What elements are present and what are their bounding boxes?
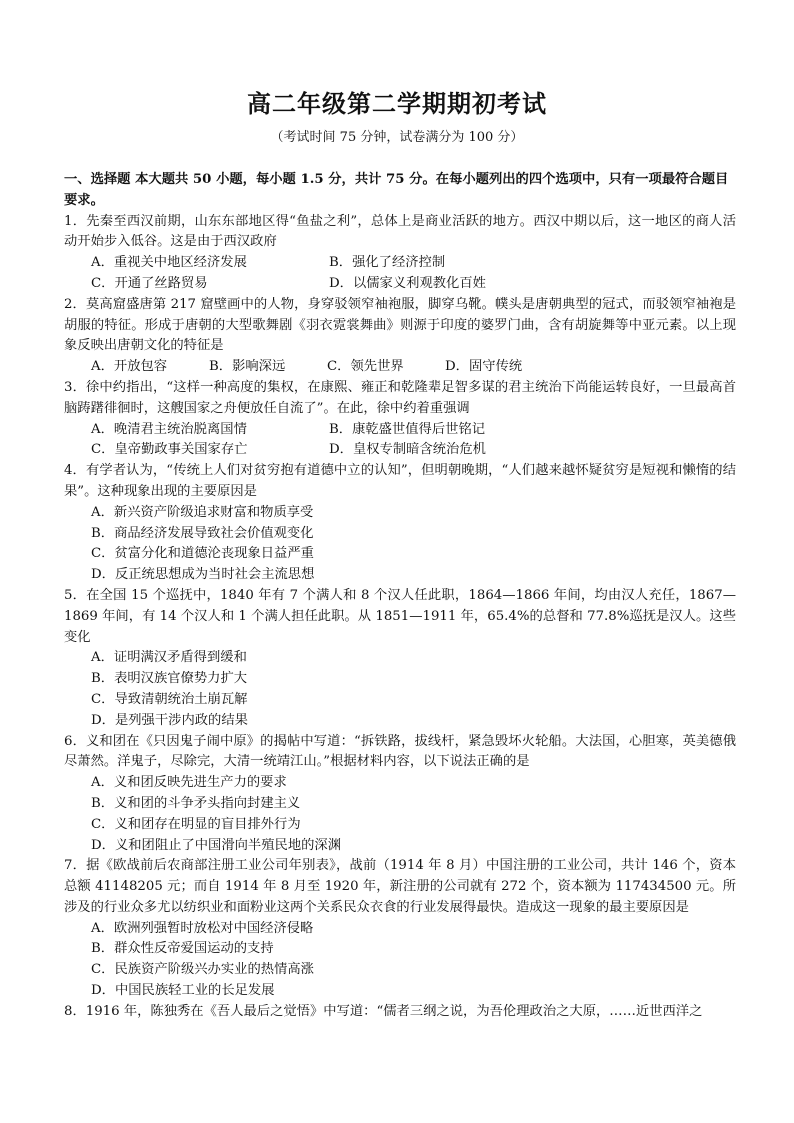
option-c: C．导致清朝统治土崩瓦解: [91, 691, 248, 707]
option-b: B．群众性反帝爱国运动的支持: [91, 941, 274, 957]
question-1: [64, 212, 736, 295]
option-row: [91, 440, 736, 461]
question-stem: 2．莫高窟盛唐第 217 窟壁画中的人物，身穿驳领窄袖袍服，脚穿乌靴。幞头是唐朝典型的冠式，而驳领窄袖袍是胡服的特征。形成于唐朝的大型歌舞剧《羽衣霓裳舞曲》则源于印度的婆罗门曲，含有胡旋舞等中亚元素。以上现象反映出唐朝文化的特征是: [64, 296, 736, 354]
option-row: [91, 420, 736, 441]
option-a: A．重视关中地区经济发展: [91, 255, 247, 271]
question-stem: 3．徐中约指出，“这样一种高度的集权，在康熙、雍正和乾隆辈足智多谋的君主统治下尚能运转良好，一旦最高首脑踌躇徘徊时，这艘国家之舟便放任自流了”。在此，徐中约着重强调: [64, 379, 736, 416]
option-c: C．义和团存在明显的盲目排外行为: [91, 816, 301, 832]
option-c: C．皇帝勤政事关国家存亡: [91, 442, 248, 458]
exam-info: （考试时间 75 分钟，试卷满分为 100 分）: [270, 130, 524, 145]
option-c: C．贫富分化和道德沦丧现象日益严重: [91, 546, 314, 562]
question-stem: 1．先秦至西汉前期，山东东部地区得“鱼盐之利”，总体上是商业活跃的地方。西汉中期以后，这一地区的商人活动开始步入低谷。这是由于西汉政府: [64, 213, 736, 250]
question-5: [64, 586, 736, 732]
option-a: A．新兴资产阶级追求财富和物质享受: [91, 504, 314, 520]
option-b: B．康乾盛世值得后世铭记: [329, 421, 486, 437]
question-8: [64, 1002, 736, 1023]
page-title: 高二年级第二学期期初考试: [247, 90, 547, 118]
option-d: D．反正统思想成为当时社会主流思想: [91, 567, 315, 583]
option-c: C．开通了丝路贸易: [91, 275, 208, 291]
section-heading: 一、选择题 本大题共 50 小题，每小题 1.5 分，共计 75 分。在每小题列出的四个选项中，只有一项最符合题目要求。: [64, 172, 729, 208]
option-d: D．以儒家义利观教化百姓: [329, 275, 486, 291]
option-c: C．领先世界: [327, 359, 404, 375]
option-a: A．义和团反映先进生产力的要求: [91, 775, 287, 791]
question-stem: 5．在全国 15 个巡抚中，1840 年有 7 个满人和 8 个汉人任此职，1864—1866 年间，均由汉人充任，1867—1869 年间，有 14 个汉人和 1 个满人担任此职。从 1851—1911 年，65.4%的总督和 77.8%巡抚是汉人。这些变化: [64, 587, 736, 645]
option-b: B．影响深远: [209, 359, 286, 375]
option-d: D．皇权专制暗含统治危机: [329, 442, 486, 458]
option-a: A．证明满汉矛盾得到缓和: [91, 650, 247, 666]
option-d: D．是列强干涉内政的结果: [91, 712, 248, 728]
question-7: [64, 856, 736, 1002]
option-d: D．义和团阻止了中国滑向半殖民地的深渊: [91, 837, 342, 853]
option-c: C．民族资产阶级兴办实业的热情高涨: [91, 962, 314, 978]
option-a: A．开放包容: [91, 359, 168, 375]
question-stem: 4．有学者认为，“传统上人们对贫穷抱有道德中立的认知”，但明朝晚期，“人们越来越怀疑贫穷是短视和懒惰的结果”。这种现象出现的主要原因是: [64, 463, 736, 499]
question-stem: 8．1916 年，陈独秀在《吾人最后之觉悟》中写道：“儒者三纲之说，为吾伦理政治之大原，……近世西洋之: [64, 1003, 703, 1019]
exam-body: [64, 170, 736, 1023]
question-2: [64, 295, 736, 378]
option-b: B．强化了经济控制: [329, 255, 446, 271]
option-b: B．商品经济发展导致社会价值观变化: [91, 525, 314, 541]
option-b: B．表明汉族官僚势力扩大: [91, 671, 248, 687]
question-stem: 7．据《欧战前后农商部注册工业公司年别表》，战前（1914 年 8 月）中国注册的工业公司，共计 146 个，资本总额 41148205 元；而自 1914 年 8 月至 1920 年，新注册的公司就有 272 个，资本额为 117434500 元。所涉及的行业众多尤以纺织业和面粉业这两个关系民众衣食的行业发展得最快。造成这一现象的最主要原因是: [64, 858, 736, 915]
option-row: [91, 357, 736, 378]
option-d: D．中国民族轻工业的长足发展: [91, 983, 275, 999]
option-d: D．固守传统: [445, 359, 523, 375]
question-stem: 6．义和团在《只因鬼子闹中原》的揭帖中写道：“拆铁路，拔线杆，紧急毁坏火轮船。大法国，心胆寒，英美德俄尽萧然。洋鬼子，尽除完，大清一统靖江山。”根据材料内容，以下说法正确的是: [64, 733, 736, 770]
question-6: [64, 732, 736, 857]
question-4: [64, 461, 736, 586]
option-row: [91, 253, 736, 274]
option-b: B．义和团的斗争矛头指向封建主义: [91, 795, 301, 811]
option-row: [91, 274, 736, 295]
option-a: A．晚清君主统治脱离国情: [91, 421, 247, 437]
question-3: [64, 378, 736, 461]
option-a: A．欧洲列强暂时放松对中国经济侵略: [91, 920, 314, 936]
